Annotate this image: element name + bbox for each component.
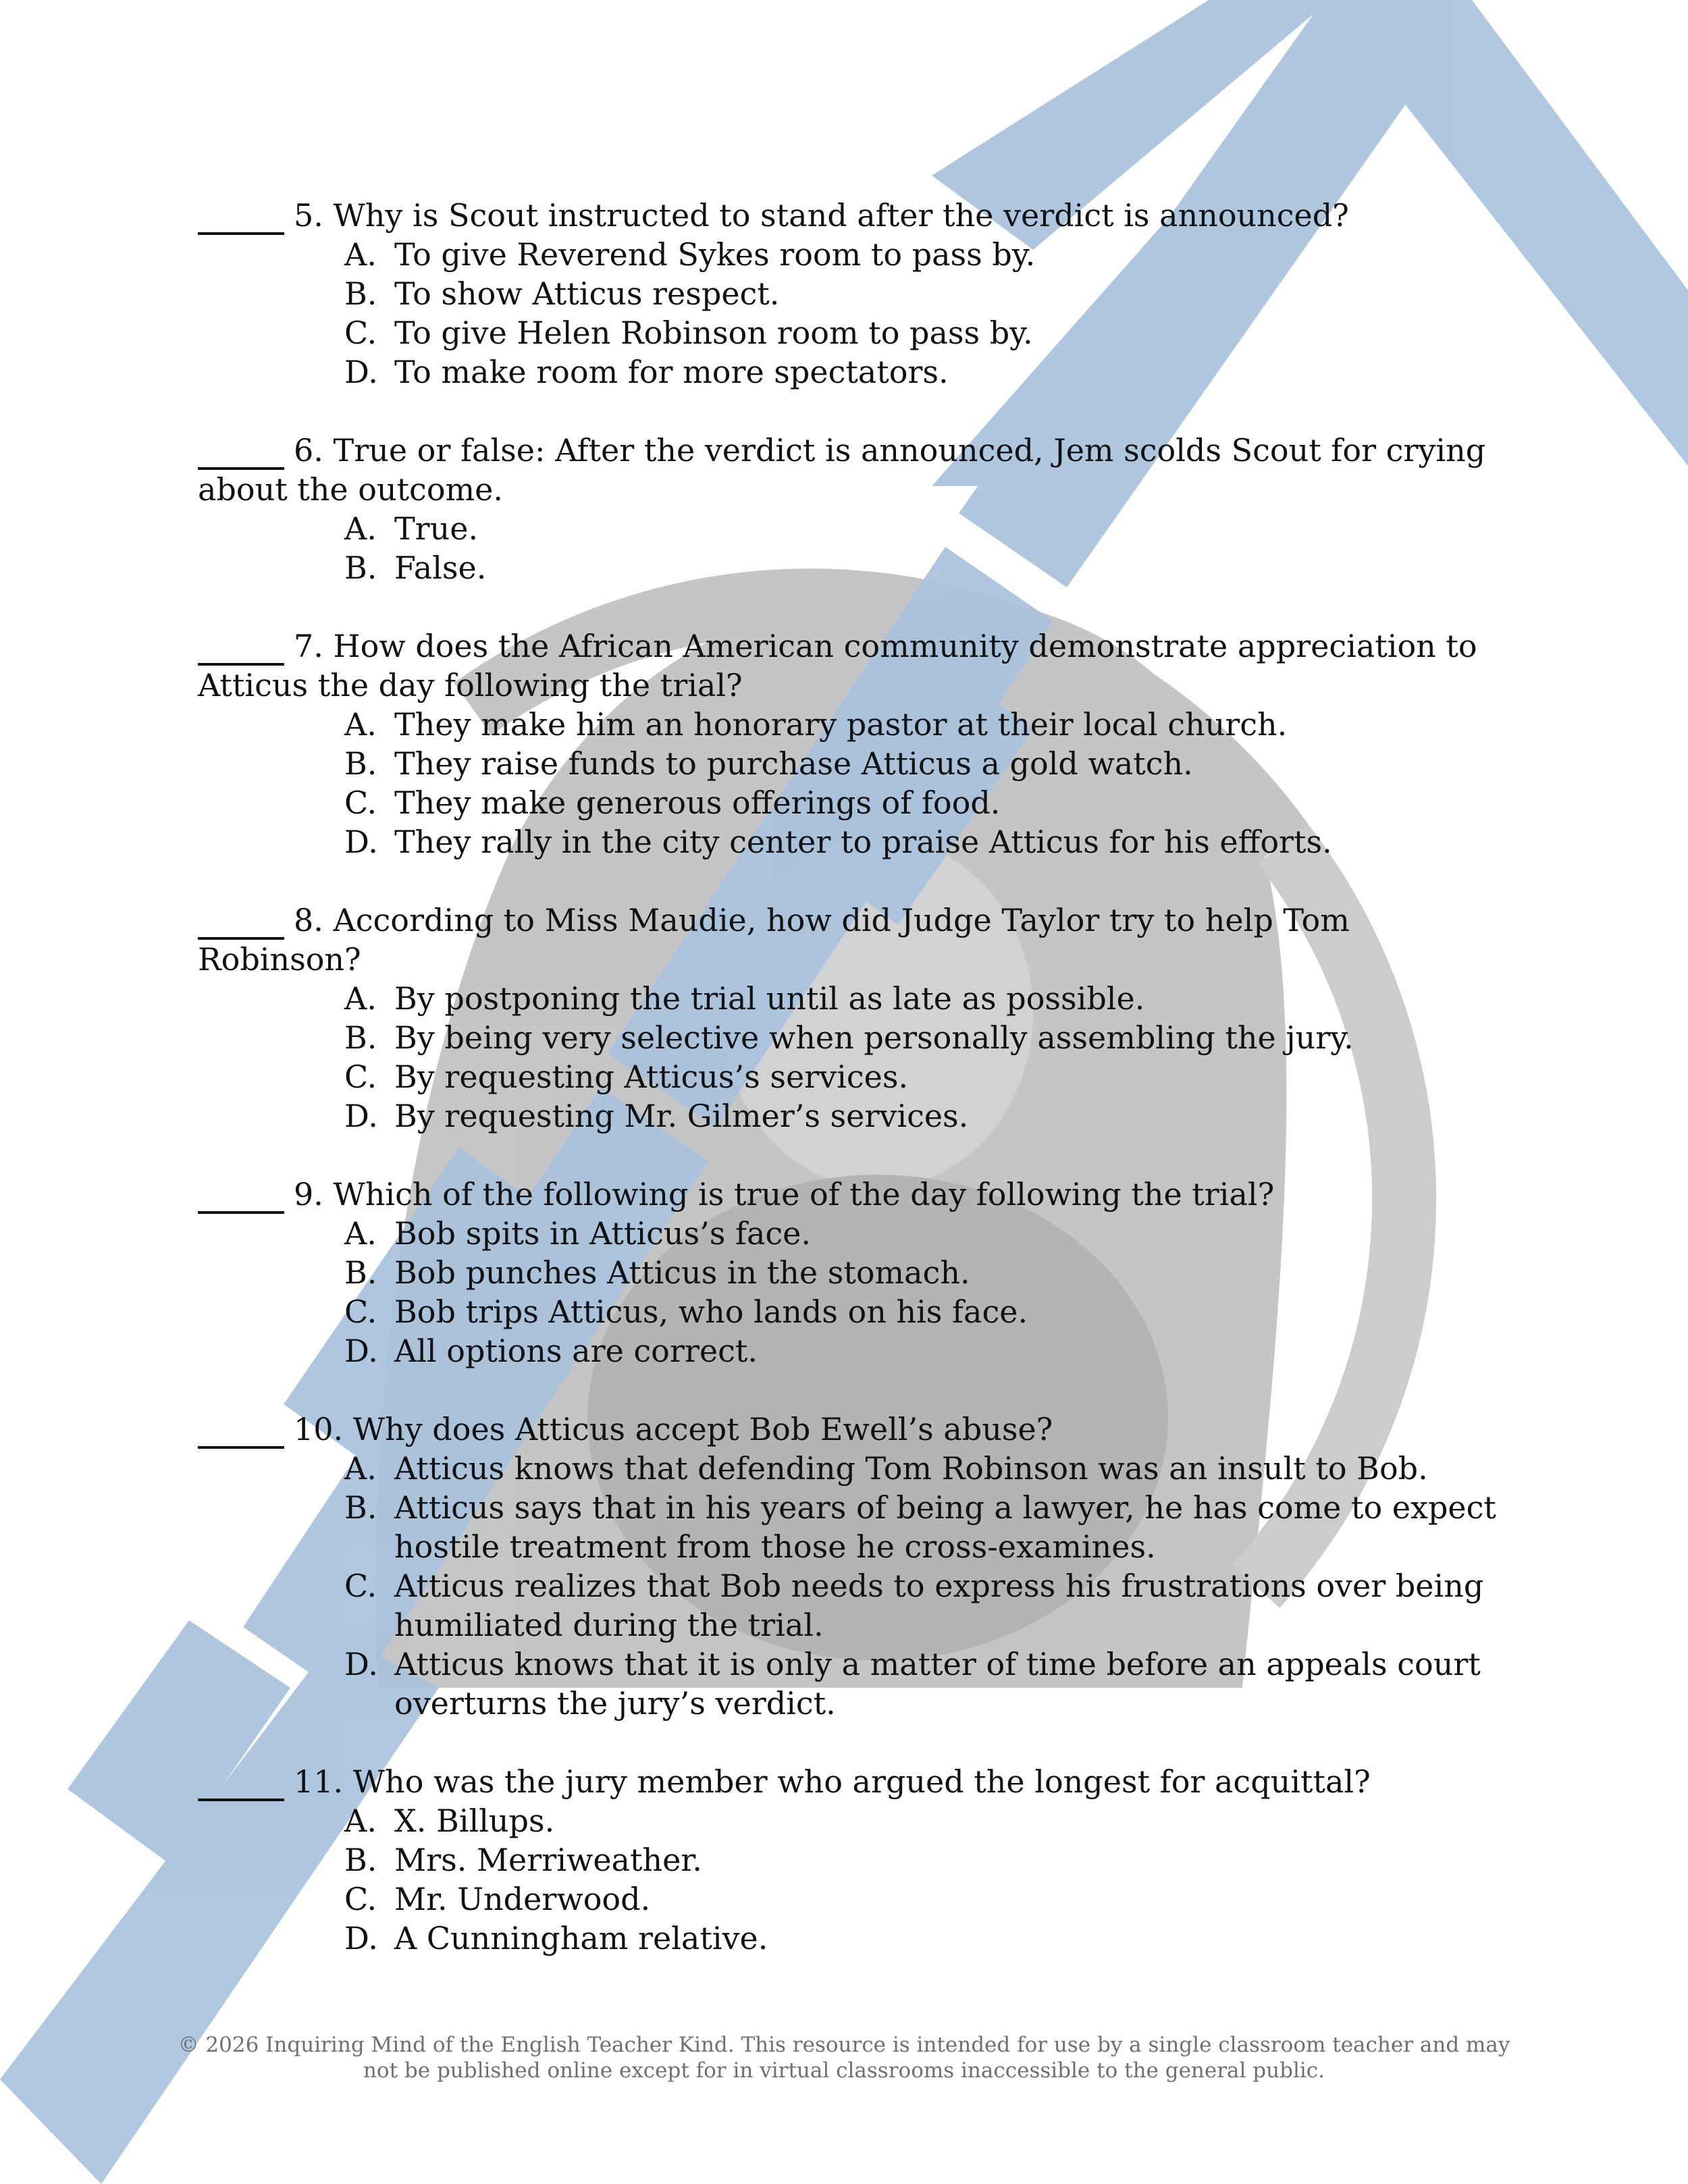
answer-options [198,1449,1508,1723]
answer-options [198,1214,1508,1370]
option-b [344,1840,1508,1880]
option-d [344,1096,1508,1136]
question-5 [198,196,1508,392]
question-number: 8. [294,902,323,938]
option-d [344,822,1508,861]
option-c [344,1057,1508,1096]
option-text: Bob trips Atticus, who lands on his face. [394,1294,1028,1330]
option-text: By requesting Atticus’s services. [394,1059,909,1095]
question-text: Who was the jury member who argued the longest for acquittal? [352,1763,1371,1800]
question-text: True or false: After the verdict is announced, Jem scolds Scout for crying about the outcome. [198,432,1486,508]
option-letter: A. [344,510,377,547]
option-b [344,1253,1508,1292]
question-number: 11. [294,1763,344,1800]
answer-blank[interactable] [198,627,284,666]
option-letter: B. [344,745,377,782]
option-text: A Cunningham relative. [394,1920,768,1956]
answer-blank[interactable] [198,1410,284,1449]
option-letter: D. [344,354,378,390]
option-text: Bob spits in Atticus’s face. [394,1215,812,1252]
option-text: True. [394,510,479,547]
option-d [344,352,1508,392]
quiz-content [198,196,1508,1997]
option-letter: A. [344,980,377,1017]
answer-blank[interactable] [198,196,284,235]
option-letter: D. [344,1920,378,1956]
option-a [344,235,1508,274]
option-letter: C. [344,315,377,351]
option-letter: C. [344,1568,377,1604]
answer-options [198,509,1508,587]
option-text: They make generous offerings of food. [394,784,1001,821]
answer-blank[interactable] [198,901,284,940]
option-c [344,313,1508,352]
option-a [344,1214,1508,1253]
answer-options [198,235,1508,392]
option-text: X. Billups. [394,1803,555,1839]
question-8 [198,901,1508,1136]
question-6 [198,431,1508,587]
option-b [344,744,1508,783]
question-text: Why is Scout instructed to stand after the verdict is announced? [333,197,1349,234]
question-text: Why does Atticus accept Bob Ewell’s abuse? [352,1411,1053,1447]
option-letter: C. [344,784,377,821]
option-letter: A. [344,706,377,743]
option-text: They make him an honorary pastor at their local church. [394,706,1288,743]
option-letter: B. [344,1254,377,1291]
option-c [344,1292,1508,1331]
option-c [344,1566,1508,1645]
option-text: They rally in the city center to praise Atticus for his efforts. [394,824,1332,860]
footer-line-2: not be published online except for in virtual classrooms inaccessible to the general public. [363,2058,1325,2083]
footer-line-1: © 2026 Inquiring Mind of the English Teacher Kind. This resource is intended for use by a single classroom teacher and may [178,2033,1510,2057]
option-b [344,548,1508,587]
question-text: Which of the following is true of the day following the trial? [333,1176,1275,1213]
option-d [344,1645,1508,1723]
option-text: By postponing the trial until as late as possible. [394,980,1145,1017]
option-b [344,274,1508,313]
option-d [344,1331,1508,1370]
question-11 [198,1762,1508,1958]
option-text: To give Helen Robinson room to pass by. [394,315,1033,351]
question-number: 7. [294,628,323,664]
option-letter: C. [344,1294,377,1330]
question-text: According to Miss Maudie, how did Judge Taylor try to help Tom Robinson? [198,902,1350,978]
question-7 [198,627,1508,861]
option-letter: A. [344,1215,377,1252]
option-a [344,1449,1508,1488]
option-text: Bob punches Atticus in the stomach. [394,1254,970,1291]
question-number: 6. [294,432,323,469]
option-text: By requesting Mr. Gilmer’s services. [394,1098,969,1134]
question-number: 5. [294,197,323,234]
option-a [344,979,1508,1018]
option-letter: B. [344,275,377,312]
option-text: To give Reverend Sykes room to pass by. [394,236,1036,273]
answer-blank[interactable] [198,1175,284,1214]
option-letter: D. [344,1098,378,1134]
question-text: How does the African American community demonstrate appreciation to Atticus the day following the trial? [198,628,1477,703]
option-letter: B. [344,1019,377,1056]
option-letter: D. [344,824,378,860]
option-letter: C. [344,1059,377,1095]
copyright-footer [169,2032,1519,2083]
option-letter: B. [344,550,377,586]
answer-options [198,979,1508,1136]
option-text: False. [394,550,487,586]
option-a [344,1801,1508,1840]
option-text: By being very selective when personally assembling the jury. [394,1019,1354,1056]
option-text: All options are correct. [394,1333,758,1369]
option-text: To show Atticus respect. [394,275,780,312]
option-b [344,1018,1508,1057]
option-text: Atticus realizes that Bob needs to express his frustrations over being humiliated during the trial. [394,1568,1484,1643]
option-text: Mr. Underwood. [394,1881,651,1917]
option-d [344,1919,1508,1958]
option-letter: A. [344,236,377,273]
option-text: Atticus says that in his years of being a lawyer, he has come to expect hostile treatment from those he cross-examines. [394,1489,1496,1565]
option-letter: D. [344,1333,378,1369]
question-number: 10. [294,1411,344,1447]
option-a [344,705,1508,744]
option-text: Atticus knows that defending Tom Robinson was an insult to Bob. [394,1450,1428,1487]
option-letter: B. [344,1842,377,1878]
option-a [344,509,1508,548]
option-c [344,1880,1508,1919]
answer-options [198,1801,1508,1958]
question-10 [198,1410,1508,1723]
question-9 [198,1175,1508,1370]
option-letter: B. [344,1489,377,1526]
option-letter: A. [344,1803,377,1839]
option-letter: C. [344,1881,377,1917]
option-text: They raise funds to purchase Atticus a gold watch. [394,745,1193,782]
option-letter: D. [344,1646,378,1682]
question-number: 9. [294,1176,323,1213]
option-letter: A. [344,1450,377,1487]
option-text: To make room for more spectators. [394,354,949,390]
answer-blank[interactable] [198,1762,284,1801]
option-text: Atticus knows that it is only a matter of time before an appeals court overturns the jury’s verdict. [394,1646,1481,1722]
answer-blank[interactable] [198,431,284,470]
option-c [344,783,1508,822]
answer-options [198,705,1508,861]
option-text: Mrs. Merriweather. [394,1842,702,1878]
option-b [344,1488,1508,1566]
